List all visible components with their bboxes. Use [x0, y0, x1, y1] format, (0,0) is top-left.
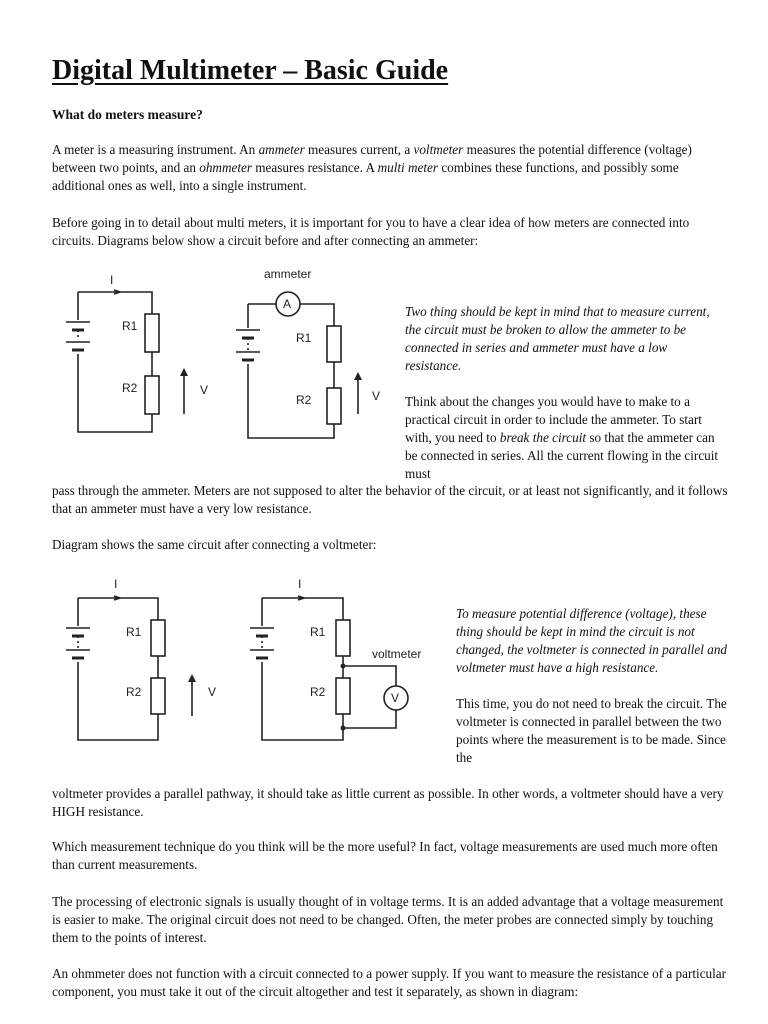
resistor-r1 — [145, 314, 159, 352]
current-label: I — [114, 577, 118, 591]
r1-label: R1 — [122, 319, 138, 333]
r2-label: R2 — [310, 685, 326, 699]
ammeter-explanation: Think about the changes you would have to make to a practical circuit in order to include the ammeter. To start with, you need to break the circuit so that the ammeter can be connected in series. All the current flowing in the circuit must — [405, 394, 719, 481]
ohmmeter-paragraph: An ohmmeter does not function with a circuit connected to a power supply. If you want to measure the resistance of a particular component, you must take it out of the circuit altogether and test it separately, as shown in diagram: — [52, 966, 727, 999]
resistor-r2 — [145, 376, 159, 414]
voltage-arrow-icon — [354, 372, 362, 414]
technique-paragraph: Which measurement technique do you think will be the more useful? In fact, voltage measurements are used much more often than current measurements. — [52, 839, 718, 872]
ammeter-circuit-diagram — [52, 264, 402, 444]
r1-label: R1 — [310, 625, 326, 639]
section-heading: What do meters measure? — [52, 107, 203, 122]
current-label: I — [298, 577, 302, 591]
intro-paragraph: A meter is a measuring instrument. An ammeter measures current, a voltmeter measures the potential difference (voltage) between two points, and an ohmmeter measures resistance. A multi meter combines these functions, and possibly some additional ones as well, into a single instrument. — [52, 142, 692, 193]
voltage-arrow-icon — [188, 674, 196, 716]
circuit-before — [66, 577, 216, 740]
ammeter-symbol: A — [283, 297, 292, 311]
processing-paragraph: The processing of electronic signals is usually thought of in voltage terms. It is an added advantage that a voltage measurement is easier to make. The original circuit does not need to be changed. Often, the meter probes are connected simply by touching them to the points of interest. — [52, 894, 724, 945]
before-paragraph: Before going in to detail about multi meters, it is important for you to have a clear idea of how meters are connected into circuits. Diagrams below show a circuit before and after connecting an ammeter: — [52, 215, 690, 248]
ammeter-note: Two thing should be kept in mind that to measure current, the circuit must be broken to allow the ammeter to be connected in series and ammeter must have a low resistance. — [405, 304, 710, 373]
voltmeter-side-text — [456, 605, 732, 767]
voltage-label: V — [200, 383, 209, 397]
r1-label: R1 — [126, 625, 142, 639]
resistor-r2 — [327, 388, 341, 424]
page-title: Digital Multimeter – Basic Guide — [52, 55, 449, 86]
voltmeter-explanation: This time, you do not need to break the circuit. The voltmeter is connected in parallel between the two points where the measurement is to be made. Since the — [456, 696, 727, 765]
ammeter-continuation: pass through the ammeter. Meters are not supposed to alter the behavior of the circuit, or at least not significantly, and it follows that an ammeter must have a very low resistance. — [52, 483, 728, 516]
ammeter-side-text — [405, 303, 725, 483]
voltmeter-note: To measure potential difference (voltage), these thing should be kept in mind the circuit is not changed, the voltmeter is connected in parallel and voltmeter must have a high resistance. — [456, 606, 728, 675]
r2-label: R2 — [126, 685, 142, 699]
r2-label: R2 — [296, 393, 312, 407]
circuit-before — [66, 273, 208, 432]
resistor-r1 — [327, 326, 341, 362]
term-ohmmeter: ohmmeter — [199, 160, 252, 175]
voltmeter-symbol: V — [391, 691, 400, 705]
term-voltmeter: voltmeter — [413, 142, 464, 157]
resistor-r2 — [336, 678, 350, 714]
ammeter-label: ammeter — [264, 267, 312, 281]
circuit-with-ammeter — [236, 267, 380, 438]
current-label: I — [110, 273, 114, 287]
circuit-with-voltmeter — [250, 577, 421, 740]
battery-icon — [66, 322, 90, 350]
voltage-arrow-icon — [180, 368, 188, 414]
resistor-r1 — [336, 620, 350, 656]
voltage-label: V — [372, 389, 381, 403]
r2-label: R2 — [122, 381, 138, 395]
term-ammeter: ammeter — [258, 142, 305, 157]
term-multimeter: multi meter — [377, 160, 439, 175]
voltmeter-continuation: voltmeter provides a parallel pathway, it should take as little current as possible. In other words, a voltmeter should have a very HIGH resistance. — [52, 786, 724, 819]
battery-icon — [250, 628, 274, 658]
voltmeter-intro: Diagram shows the same circuit after connecting a voltmeter: — [52, 537, 377, 552]
r1-label: R1 — [296, 331, 312, 345]
voltmeter-label: voltmeter — [372, 647, 422, 661]
voltage-label: V — [208, 685, 217, 699]
battery-icon — [66, 628, 90, 658]
voltmeter-circuit-diagram — [52, 572, 432, 752]
battery-icon — [236, 330, 260, 360]
resistor-r2 — [151, 678, 165, 714]
resistor-r1 — [151, 620, 165, 656]
